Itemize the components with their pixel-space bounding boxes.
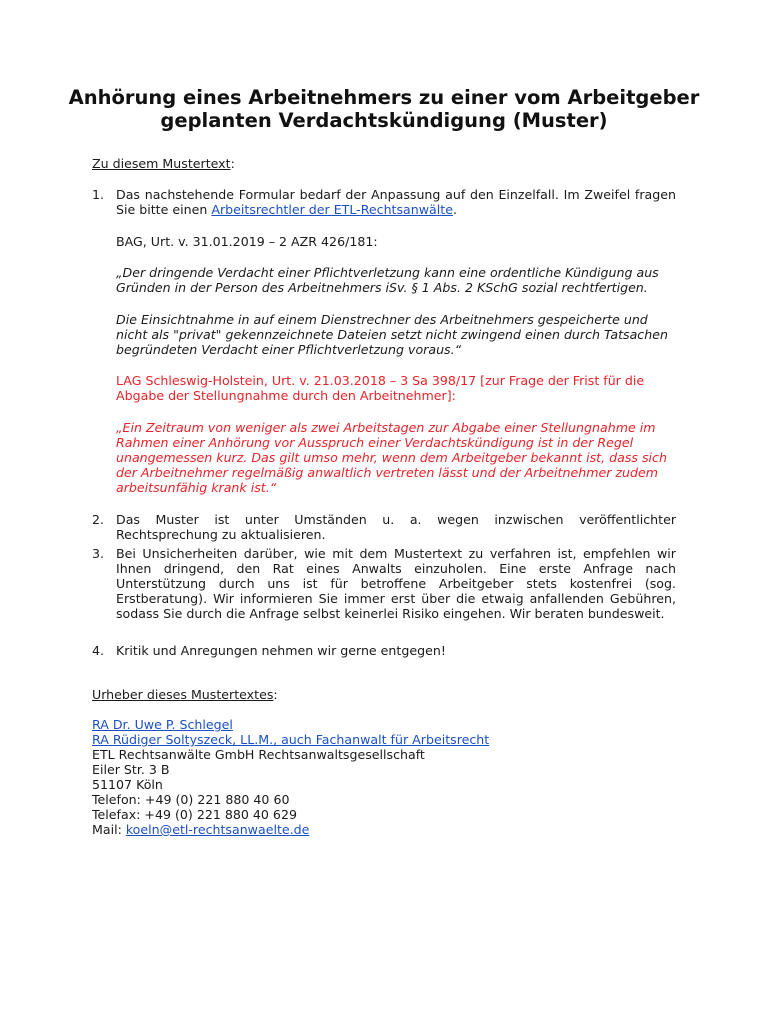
item-2-number: 2. xyxy=(92,512,105,527)
email-link[interactable]: koeln@etl-rechtsanwaelte.de xyxy=(125,822,310,837)
lag-quote: „Ein Zeitraum von weniger als zwei Arbeitstagen zur Abgabe einer Stellungnahme im Rahmen einer Anhörung vor Ausspruch einer Verdachtskündigung ist in der Regel unangemessen kurz. Das gilt umso mehr, wenn dem Arbeitgeber bekannt ist, dass sich der Arbeitnehmer regelmäßig anwaltlich vertreten lässt und der Arbeitnehmer zudem arbeitsunfähig krank ist.“ xyxy=(116,420,667,495)
title-line-2: geplanten Verdachtskündigung (Muster) xyxy=(160,109,608,132)
fax-number: Telefax: +49 (0) 221 880 40 629 xyxy=(92,807,297,822)
item-4-number: 4. xyxy=(92,643,105,658)
company-name: ETL Rechtsanwälte GmbH Rechtsanwaltsgesellschaft xyxy=(92,747,425,762)
city-address: 51107 Köln xyxy=(92,777,163,792)
street-address: Eiler Str. 3 B xyxy=(92,762,170,777)
item-1-number: 1. xyxy=(92,187,105,202)
item-4-text: Kritik und Anregungen nehmen wir gerne entgegen! xyxy=(116,643,446,658)
author-link-schlegel[interactable]: RA Dr. Uwe P. Schlegel xyxy=(92,717,233,732)
page-title xyxy=(60,86,708,132)
item-3-text: Bei Unsicherheiten darüber, wie mit dem Mustertext zu verfahren ist, empfehlen wir Ihnen dringend, den Rat eines Anwalts einzuholen. Eine erste Anfrage nach Unterstützung durch uns ist für betroffene Arbeitgeber stets kostenfrei (sog. Erstberatung). Wir informieren Sie immer erst über die etwaig anfallenden Gebühren, sodass Sie durch die Anfrage selbst keinerlei Risiko eingehen. Wir beraten bundesweit. xyxy=(116,546,676,621)
author-heading: Urheber dieses Mustertextes: xyxy=(92,687,278,702)
intro-heading: Zu diesem Mustertext: xyxy=(92,156,235,171)
etl-lawyer-link[interactable]: Arbeitsrechtler der ETL-Rechtsanwälte xyxy=(211,202,453,217)
item-1-text: Das nachstehende Formular bedarf der Anpassung auf den Einzelfall. Im Zweifel fragen Sie bitte einen Arbeitsrechtler der ETL-Rechtsanwälte. xyxy=(116,187,676,217)
item-2-text: Das Muster ist unter Umständen u. a. wegen inzwischen veröffentlichter Rechtsprechung zu aktualisieren. xyxy=(116,512,676,542)
item-3-number: 3. xyxy=(92,546,105,561)
bag-citation: BAG, Urt. v. 31.01.2019 – 2 AZR 426/181: xyxy=(116,234,378,249)
title-line-1: Anhörung eines Arbeitnehmers zu einer vom Arbeitgeber xyxy=(68,86,700,109)
author-link-soltyszeck[interactable]: RA Rüdiger Soltyszeck, LL.M., auch Fachanwalt für Arbeitsrecht xyxy=(92,732,490,747)
mail-line: Mail: koeln@etl-rechtsanwaelte.de xyxy=(92,822,310,837)
author-contact-block xyxy=(92,717,489,837)
bag-quote-paragraph-1: „Der dringende Verdacht einer Pflichtverletzung kann eine ordentliche Kündigung aus Gründen in der Person des Arbeitnehmers iSv. § 1 Abs. 2 KSchG sozial rechtfertigen. xyxy=(116,265,659,295)
phone-number: Telefon: +49 (0) 221 880 40 60 xyxy=(92,792,290,807)
bag-quote-paragraph-2: Die Einsichtnahme in auf einem Dienstrechner des Arbeitnehmers gespeicherte und nicht als "privat" gekennzeichnete Dateien setzt nicht zwingend einen durch Tatsachen begründeten Verdacht einer Pflichtverletzung voraus.“ xyxy=(116,312,668,357)
lag-citation: LAG Schleswig-Holstein, Urt. v. 21.03.2018 – 3 Sa 398/17 [zur Frage der Frist für die Abgabe der Stellungnahme durch den Arbeitnehmer]: xyxy=(116,373,645,403)
